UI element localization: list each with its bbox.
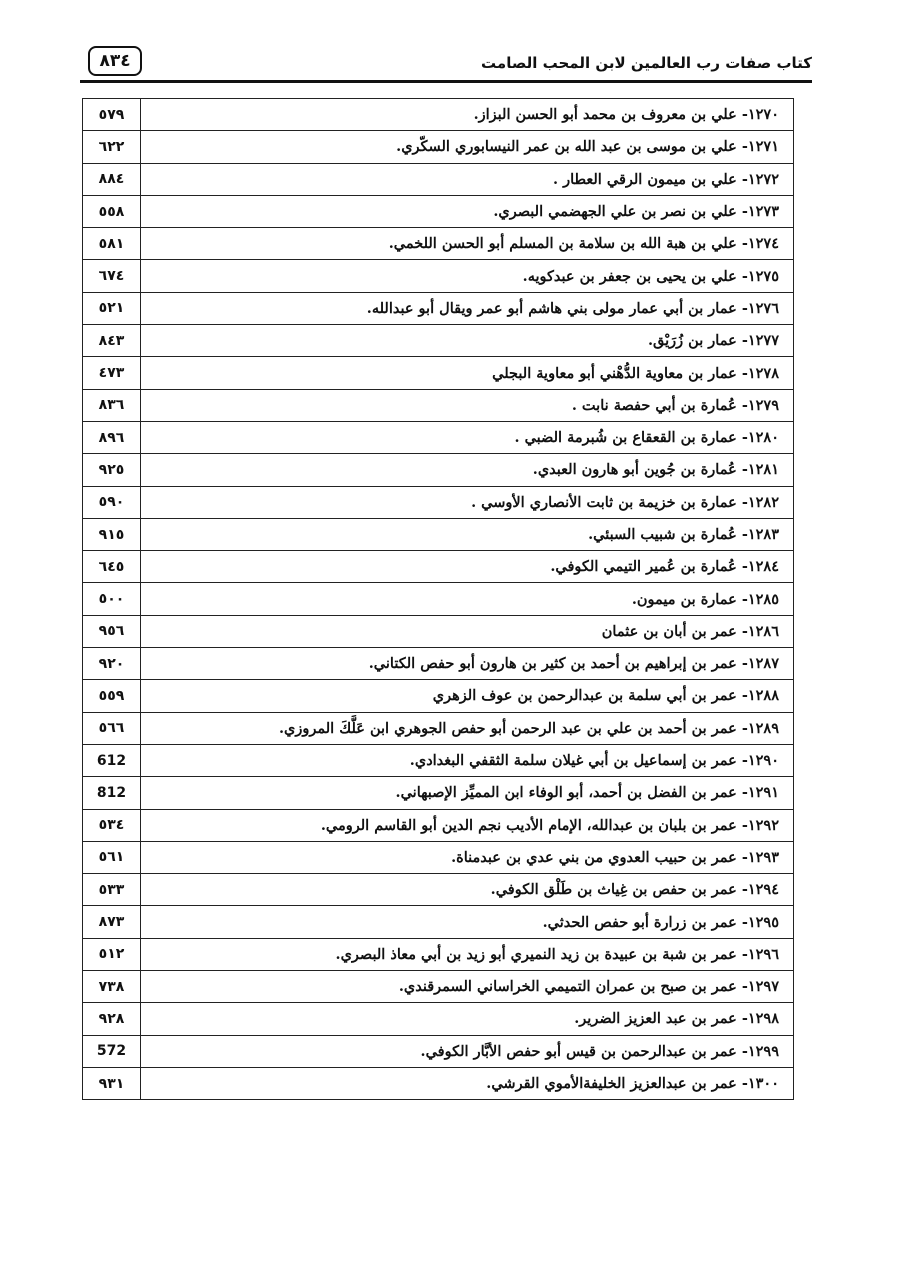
page-reference: ٥٠٠	[83, 583, 141, 615]
table-row	[83, 712, 794, 744]
table-row	[83, 648, 794, 680]
entry-number: ١٢٨٥	[747, 590, 779, 608]
entry-number: ١٢٩٢	[747, 816, 779, 834]
entry-number: ١٢٨٧	[747, 655, 779, 673]
index-table-body	[83, 99, 794, 1100]
table-row	[83, 195, 794, 227]
entry-dash: -	[736, 235, 748, 253]
table-row	[83, 163, 794, 195]
entry-name: عمر بن عبدالرحمن بن قيس أبو حفص الأبَّار الكوفي.	[420, 1042, 737, 1060]
entry-number: ١٢٧٥	[747, 267, 779, 285]
entry-cell	[141, 712, 794, 744]
entry-name: علي بن نصر بن علي الجهضمي البصري.	[493, 203, 737, 221]
entry-cell	[141, 421, 794, 453]
page-reference: ٩٢٥	[83, 454, 141, 486]
page-reference: ٩٣١	[83, 1067, 141, 1099]
entry-number: ١٢٧٨	[747, 364, 779, 382]
page-reference: ٥٨١	[83, 228, 141, 260]
page-reference: 812	[83, 777, 141, 809]
entry-name: علي بن هبة الله بن سلامة بن المسلم أبو الحسن اللخمي.	[388, 235, 737, 253]
entry-dash: -	[736, 590, 748, 608]
entry-name: عمر بن الفضل بن أحمد، أبو الوفاء ابن المميِّز الإصبهاني.	[395, 784, 737, 802]
entry-cell	[141, 971, 794, 1003]
table-row	[83, 389, 794, 421]
entry-cell	[141, 744, 794, 776]
entry-dash: -	[736, 203, 748, 221]
entry-number: ١٢٩٠	[747, 752, 779, 770]
entry-name: عمر بن عبدالعزيز الخليفةالأموي القرشي.	[486, 1075, 737, 1093]
entry-name: علي بن معروف بن محمد أبو الحسن البزاز.	[473, 106, 737, 124]
page-reference: ٨٩٦	[83, 421, 141, 453]
entry-cell	[141, 389, 794, 421]
entry-name: عمر بن زرارة أبو حفص الحدثي.	[542, 913, 737, 931]
page-reference: ٨٧٣	[83, 906, 141, 938]
page-reference: ٨٤٣	[83, 325, 141, 357]
entry-number: ١٢٨٠	[747, 429, 779, 447]
page-reference: ٥٣٤	[83, 809, 141, 841]
entry-name: عُمارة بن أبي حفصة نابت .	[571, 396, 737, 414]
entry-dash: -	[736, 945, 748, 963]
page-reference: ٨٣٦	[83, 389, 141, 421]
page-reference: ٧٣٨	[83, 971, 141, 1003]
entry-name: عمر بن إبراهيم بن أحمد بن كثير بن هارون أبو حفص الكتاني.	[368, 655, 737, 673]
book-title: كتاب صفات رب العالمين لابن المحب الصامت	[481, 54, 812, 72]
entry-number: ١٢٨٢	[747, 493, 779, 511]
entry-name: عُمارة بن شبيب السبئي.	[588, 526, 737, 543]
entry-name: عمر بن أبي سلمة بن عبدالرحمن بن عوف الزهري	[432, 687, 737, 705]
page-reference: ٩١٥	[83, 518, 141, 550]
entry-cell	[141, 131, 794, 163]
page-reference: ٥١٢	[83, 938, 141, 970]
table-row	[83, 99, 794, 131]
table-row	[83, 874, 794, 906]
entry-cell	[141, 486, 794, 518]
entry-cell	[141, 1035, 794, 1067]
page-reference: 572	[83, 1035, 141, 1067]
entry-dash: -	[736, 396, 748, 414]
entry-dash: -	[736, 558, 748, 576]
page-number-box	[88, 46, 142, 76]
table-row	[83, 131, 794, 163]
entry-cell	[141, 680, 794, 712]
entry-number: ١٢٨٣	[747, 526, 779, 543]
page-reference: ٥٥٨	[83, 195, 141, 227]
entry-cell	[141, 292, 794, 324]
table-row	[83, 615, 794, 647]
table-row	[83, 325, 794, 357]
entry-dash: -	[736, 461, 748, 479]
entry-cell	[141, 615, 794, 647]
table-row	[83, 421, 794, 453]
entry-name: عُمارة بن جُوين أبو هارون العبدي.	[532, 461, 737, 479]
entry-name: عمار بن أبي عمار مولى بني هاشم أبو عمر ويقال أبو عبدالله.	[366, 299, 737, 317]
entry-dash: -	[736, 719, 748, 737]
page-reference: ٥٣٣	[83, 874, 141, 906]
entry-cell	[141, 1003, 794, 1035]
page-reference: ٨٨٤	[83, 163, 141, 195]
entry-dash: -	[736, 1042, 748, 1060]
table-row	[83, 583, 794, 615]
entry-number: ١٢٨٨	[747, 687, 779, 705]
entry-name: عُمارة بن عُمير التيمي الكوفي.	[550, 558, 737, 576]
entry-dash: -	[736, 332, 748, 350]
entry-name: عمر بن حفص بن غِياث بن طَلْق الكوفي.	[490, 881, 737, 899]
entry-dash: -	[736, 1075, 748, 1093]
entry-cell	[141, 195, 794, 227]
entry-number: ١٢٧٩	[747, 396, 779, 414]
entry-cell	[141, 228, 794, 260]
entry-cell	[141, 163, 794, 195]
entry-number: ١٢٧٣	[747, 203, 779, 221]
entry-cell	[141, 518, 794, 550]
table-row	[83, 744, 794, 776]
entry-dash: -	[736, 655, 748, 673]
entry-number: ١٢٩٨	[747, 1010, 779, 1028]
entry-dash: -	[736, 526, 748, 543]
entry-name: عمر بن أحمد بن علي بن عبد الرحمن أبو حفص الجوهري ابن عَلَّكَ المروزي.	[278, 719, 737, 737]
entry-name: عمر بن بلبان بن عبدالله، الإمام الأديب نجم الدين أبو القاسم الرومي.	[320, 816, 737, 834]
entry-dash: -	[736, 493, 748, 511]
page-number: ٨٣٤	[99, 51, 131, 71]
page-reference: ٥٩٠	[83, 486, 141, 518]
table-row	[83, 1003, 794, 1035]
entry-dash: -	[736, 622, 748, 640]
entry-dash: -	[736, 364, 748, 382]
page-reference: ٦٢٢	[83, 131, 141, 163]
entry-number: ١٢٩١	[747, 784, 779, 802]
entry-name: علي بن ميمون الرقي العطار .	[552, 170, 737, 188]
table-row	[83, 906, 794, 938]
table-row	[83, 486, 794, 518]
entry-number: ١٣٠٠	[747, 1075, 779, 1093]
entry-cell	[141, 1067, 794, 1099]
entry-name: عمر بن إسماعيل بن أبي غيلان سلمة الثقفي البغدادي.	[409, 752, 737, 770]
entry-dash: -	[736, 752, 748, 770]
index-table	[82, 98, 794, 1100]
page-reference: ٩٢٨	[83, 1003, 141, 1035]
entry-dash: -	[736, 429, 748, 447]
entry-cell	[141, 325, 794, 357]
entry-name: علي بن موسى بن عبد الله بن عمر النيسابوري السكّري.	[396, 138, 737, 156]
table-row	[83, 841, 794, 873]
entry-number: ١٢٩٧	[747, 978, 779, 996]
entry-number: ١٢٨٦	[747, 622, 779, 640]
entry-cell	[141, 99, 794, 131]
table-row	[83, 260, 794, 292]
page-reference: 612	[83, 744, 141, 776]
table-row	[83, 551, 794, 583]
entry-number: ١٢٨٩	[747, 719, 779, 737]
entry-number: ١٢٨٤	[747, 558, 779, 576]
table-row	[83, 971, 794, 1003]
table-row	[83, 809, 794, 841]
entry-name: عمار بن معاوية الدُّهْني أبو معاوية البجلي	[492, 364, 737, 382]
entry-name: عمارة بن خزيمة بن ثابت الأنصاري الأوسي .	[471, 493, 737, 511]
entry-cell	[141, 583, 794, 615]
table-row	[83, 938, 794, 970]
entry-dash: -	[736, 267, 748, 285]
entry-dash: -	[736, 978, 748, 996]
entry-dash: -	[736, 687, 748, 705]
entry-dash: -	[736, 848, 748, 866]
table-row	[83, 454, 794, 486]
entry-number: ١٢٧٦	[747, 299, 779, 317]
page-reference: ٥٢١	[83, 292, 141, 324]
entry-dash: -	[736, 1010, 748, 1028]
table-row	[83, 680, 794, 712]
header-rule	[80, 80, 812, 83]
entry-number: ١٢٩٤	[747, 881, 779, 899]
entry-cell	[141, 357, 794, 389]
entry-name: عمار بن زُرَيْق.	[647, 332, 737, 350]
entry-dash: -	[736, 138, 748, 156]
table-row	[83, 1067, 794, 1099]
page-reference: ٥٦٦	[83, 712, 141, 744]
entry-number: ١٢٧٧	[747, 332, 779, 350]
entry-dash: -	[736, 170, 748, 188]
entry-dash: -	[736, 881, 748, 899]
entry-number: ١٢٩٥	[747, 913, 779, 931]
entry-number: ١٢٩٩	[747, 1042, 779, 1060]
page-reference: ٤٧٣	[83, 357, 141, 389]
entry-number: ١٢٧٤	[747, 235, 779, 253]
page-reference: ٦٤٥	[83, 551, 141, 583]
entry-cell	[141, 454, 794, 486]
entry-dash: -	[736, 784, 748, 802]
entry-cell	[141, 551, 794, 583]
table-row	[83, 292, 794, 324]
entry-name: عمر بن حبيب العدوي من بني عدي بن عبدمناة.	[451, 848, 737, 866]
table-row	[83, 518, 794, 550]
entry-cell	[141, 906, 794, 938]
entry-cell	[141, 648, 794, 680]
entry-name: علي بن يحيى بن جعفر بن عبدكويه.	[522, 267, 737, 285]
page-reference: ٩٥٦	[83, 615, 141, 647]
table-row	[83, 1035, 794, 1067]
entry-number: ١٢٩٦	[747, 945, 779, 963]
entry-number: ١٢٩٣	[747, 848, 779, 866]
page-header	[80, 44, 812, 84]
entry-name: عمر بن أبان بن عثمان	[601, 622, 737, 640]
table-row	[83, 357, 794, 389]
entry-cell	[141, 809, 794, 841]
entry-dash: -	[736, 299, 748, 317]
entry-name: عمر بن صبح بن عمران التميمي الخراساني السمرقندي.	[398, 978, 737, 996]
entry-name: عمر بن عبد العزيز الضرير.	[574, 1010, 737, 1028]
table-row	[83, 777, 794, 809]
entry-cell	[141, 841, 794, 873]
entry-number: ١٢٧٠	[747, 106, 779, 124]
entry-number: ١٢٧١	[747, 138, 779, 156]
page-reference: ٦٧٤	[83, 260, 141, 292]
table-row	[83, 228, 794, 260]
entry-name: عمارة بن القعقاع بن شُبرمة الضبي .	[514, 429, 737, 447]
entry-cell	[141, 777, 794, 809]
entry-dash: -	[736, 816, 748, 834]
page-reference: ٥٧٩	[83, 99, 141, 131]
entry-cell	[141, 874, 794, 906]
entry-name: عمر بن شبة بن عبيدة بن زيد النميري أبو زيد بن أبي معاذ البصري.	[335, 945, 737, 963]
page-reference: ٥٥٩	[83, 680, 141, 712]
entry-number: ١٢٧٢	[747, 170, 779, 188]
page-reference: ٩٢٠	[83, 648, 141, 680]
entry-dash: -	[736, 106, 748, 124]
entry-number: ١٢٨١	[747, 461, 779, 479]
page-reference: ٥٦١	[83, 841, 141, 873]
entry-name: عمارة بن ميمون.	[631, 590, 737, 608]
entry-cell	[141, 260, 794, 292]
entry-cell	[141, 938, 794, 970]
entry-dash: -	[736, 913, 748, 931]
